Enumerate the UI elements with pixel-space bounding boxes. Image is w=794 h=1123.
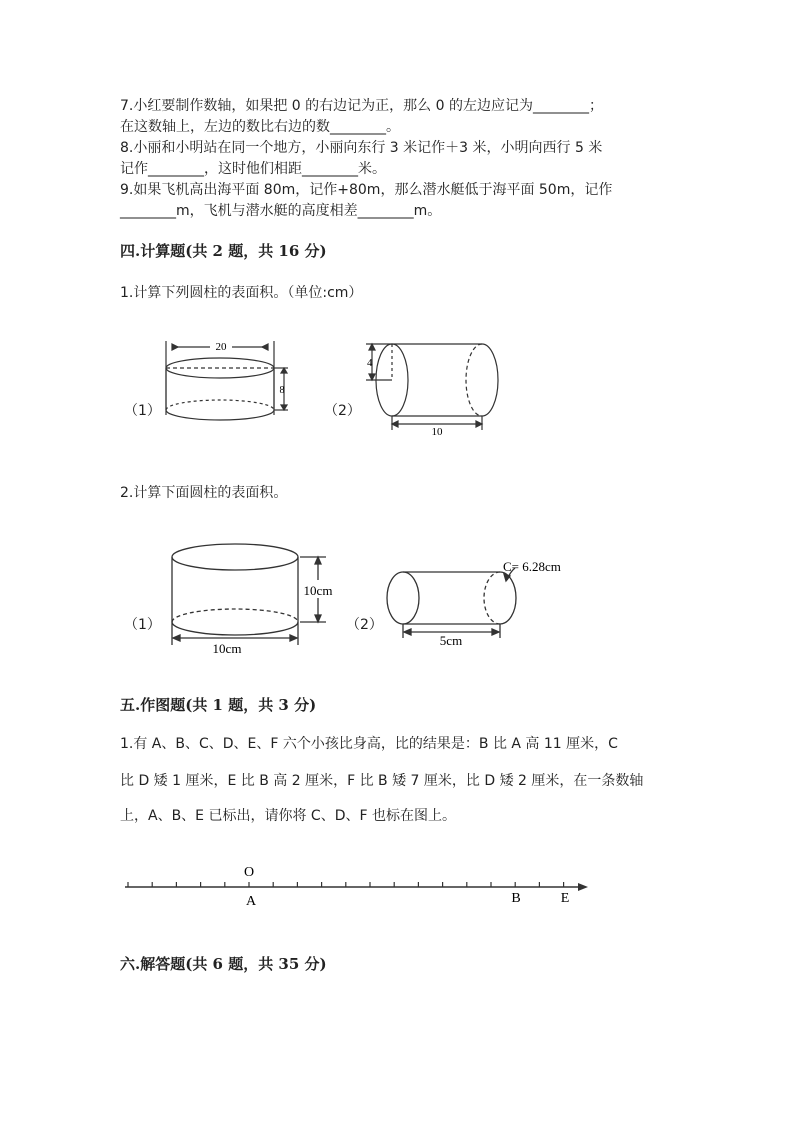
figure-1-1-height-label: 8 [279, 385, 285, 396]
figure-2-2-length-label: 5cm [439, 633, 463, 648]
figure-1-2-label: （2） [324, 403, 361, 419]
figure-1-2-length-label: 10 [431, 426, 443, 438]
axis-point-b-label: B [511, 891, 521, 906]
figure-1-1-label: （1） [124, 403, 161, 419]
axis-point-e-label: E [560, 891, 570, 906]
figure-1-2-radius-label: 4 [367, 357, 373, 369]
axis-origin-label: O [243, 865, 255, 880]
cylinder-figure-2-1 [168, 540, 348, 655]
cylinder-figure-1-1 [160, 335, 300, 430]
question-7-line-1: 7.小红要制作数轴，如果把 0 的右边记为正，那么 0 的左边应记为________； [120, 98, 603, 114]
figure-2-1-height-label: 10cm [303, 583, 333, 598]
question-9-line-1: 9.如果飞机高出海平面 80m，记作+80m，那么潜水艇低于海平面 50m，记作 [120, 182, 613, 198]
question-7-line-2: 在这数轴上，左边的数比右边的数________。 [120, 119, 400, 135]
section-4-question-2: 2.计算下面圆柱的表面积。 [120, 485, 288, 501]
section-5-title: 五.作图题(共 1 题，共 3 分) [120, 696, 317, 714]
section-5-q1-line-1: 1.有 A、B、C、D、E、F 六个小孩比身高，比的结果是：B 比 A 高 11 厘米，C [120, 736, 618, 752]
figure-2-2-circumference-label: C= 6.28cm [503, 559, 561, 574]
section-5-q1-line-2: 比 D 矮 1 厘米，E 比 B 高 2 厘米，F 比 B 矮 7 厘米，比 D 矮 2 厘米，在一条数轴 [120, 773, 644, 789]
figure-2-2-label: （2） [346, 617, 383, 633]
section-4-question-1: 1.计算下列圆柱的表面积。（单位:cm） [120, 285, 363, 301]
question-9-line-2: ________m，飞机与潜水艇的高度相差________m。 [120, 203, 442, 219]
cylinder-figure-2-2 [385, 558, 575, 653]
section-4-title: 四.计算题(共 2 题，共 16 分) [120, 242, 327, 260]
number-line [120, 855, 600, 915]
figure-2-1-diameter-label: 10cm [212, 641, 242, 656]
cylinder-figure-1-2 [362, 338, 512, 438]
section-5-q1-line-3: 上，A、B、E 已标出，请你将 C、D、F 也标在图上。 [120, 808, 456, 824]
section-6-title: 六.解答题(共 6 题，共 35 分) [120, 955, 327, 973]
question-8-line-2: 记作________，这时他们相距________米。 [120, 161, 386, 177]
figure-1-1-width-label: 20 [215, 341, 227, 353]
figure-2-1-label: （1） [124, 617, 161, 633]
question-8-line-1: 8.小丽和小明站在同一个地方，小丽向东行 3 米记作＋3 米，小明向西行 5 米 [120, 140, 603, 156]
axis-point-a-label: A [245, 894, 257, 909]
